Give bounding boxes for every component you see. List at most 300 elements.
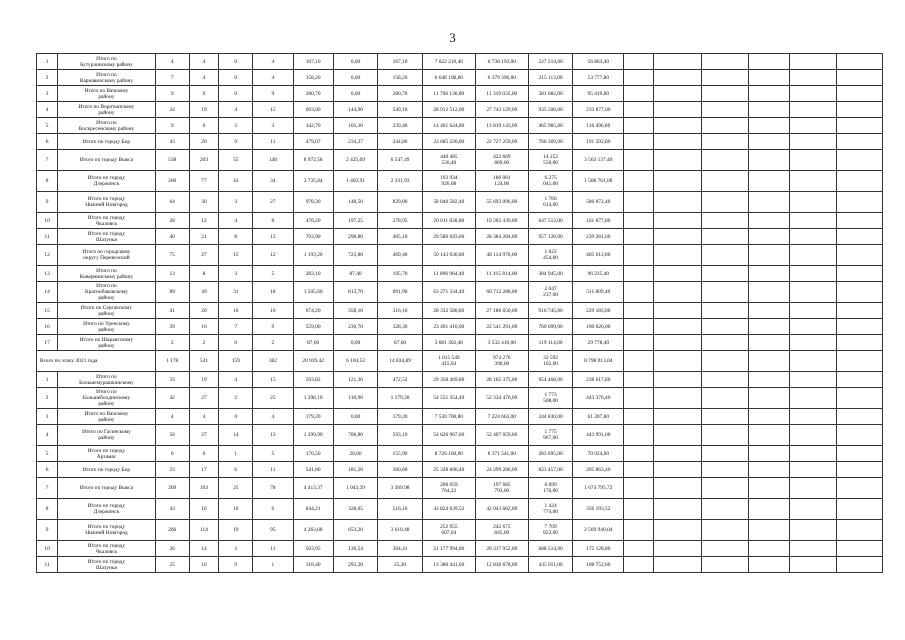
table-cell — [701, 150, 749, 171]
table-cell: 25,20 — [378, 557, 423, 573]
table-cell: 7 — [37, 150, 58, 171]
table-cell — [701, 54, 749, 70]
table-cell — [837, 118, 883, 134]
table-cell: 8 — [189, 266, 219, 282]
table-cell: 19 — [219, 520, 253, 541]
table-cell: 155,90 — [378, 446, 423, 462]
table-cell: 541,80 — [293, 462, 333, 478]
table-cell: 318,40 — [293, 557, 333, 573]
table-cell: 28 384 284,00 — [475, 229, 528, 245]
table-cell — [837, 245, 883, 266]
table-cell: 384 945,00 — [528, 266, 573, 282]
table-cell: 476,20 — [293, 213, 333, 229]
table-cell: 19 — [189, 102, 219, 118]
table-cell: 56 — [155, 425, 189, 446]
table-cell: 15 — [37, 303, 58, 319]
table-cell: 6 — [219, 462, 253, 478]
table-cell — [701, 409, 749, 425]
table-cell: 16 — [37, 319, 58, 335]
table-cell: 5 — [37, 118, 58, 134]
table-cell: 87,60 — [378, 335, 423, 351]
table-cell: 6 379 396,00 — [475, 70, 528, 86]
table-cell: 8 — [37, 171, 58, 192]
table-cell: 181,20 — [333, 462, 378, 478]
table-cell — [624, 70, 654, 86]
table-cell: 13 — [155, 266, 189, 282]
table-cell: 8 798 013,04 — [573, 351, 624, 372]
table-cell: 4 — [155, 409, 189, 425]
table-cell: Итого по городу Выкса — [58, 150, 156, 171]
table-cell: Итого по городу Дзержинск — [58, 171, 156, 192]
table-cell: 469,40 — [378, 245, 423, 266]
region-summary-table — [36, 53, 883, 573]
table-cell — [701, 266, 749, 282]
table-cell: 52 334 470,00 — [475, 388, 528, 409]
table-cell: 56 803,40 — [573, 54, 624, 70]
table-cell: 11 — [37, 229, 58, 245]
table-cell — [701, 70, 749, 86]
table-cell: 1 505,60 — [293, 282, 333, 303]
table-cell: 0 — [219, 335, 253, 351]
table-cell: Итого по городу Чкаловск — [58, 541, 156, 557]
table-cell: 4 — [189, 70, 219, 86]
table-cell: 1 043,39 — [333, 478, 378, 499]
table-cell: 2 331,93 — [378, 171, 423, 192]
table-cell: 242 675 845,00 — [475, 520, 528, 541]
table-cell — [653, 557, 701, 573]
table-cell: 10 — [189, 557, 219, 573]
table-cell — [837, 335, 883, 351]
table-cell: 11 — [253, 462, 293, 478]
table-cell: 48 114 970,00 — [475, 245, 528, 266]
table-cell: 43 — [155, 499, 189, 520]
table-cell: Всего по этапу 2021 года — [37, 351, 156, 372]
table-cell: 27 — [189, 245, 219, 266]
table-cell: 1 622 454,00 — [528, 245, 573, 266]
table-cell — [701, 171, 749, 192]
table-cell: 10 — [253, 303, 293, 319]
table-cell: 3 — [253, 118, 293, 134]
table-cell: 234,27 — [333, 134, 378, 150]
table-cell: 541 — [189, 351, 219, 372]
table-cell: 34 — [253, 171, 293, 192]
table-cell: 215 113,00 — [528, 70, 573, 86]
table-cell: Итого по городу Чкаловск — [58, 213, 156, 229]
table-cell: 19 202 439,00 — [475, 213, 528, 229]
table-cell — [701, 192, 749, 213]
table-cell: 1 403,91 — [333, 171, 378, 192]
table-cell: 1 773 508,00 — [528, 388, 573, 409]
table-cell — [701, 520, 749, 541]
table-cell — [837, 134, 883, 150]
table-cell: 0 — [219, 86, 253, 102]
table-cell — [701, 557, 749, 573]
table-cell — [701, 282, 749, 303]
table-cell — [749, 282, 789, 303]
table-cell: 8 — [37, 499, 58, 520]
table-cell — [624, 462, 654, 478]
table-cell: 25 — [155, 557, 189, 573]
table-cell: 5 — [253, 446, 293, 462]
table-cell — [749, 245, 789, 266]
table-cell: 1 015 549 415,04 — [422, 351, 475, 372]
table-cell: 465 985,00 — [528, 118, 573, 134]
table-cell — [653, 319, 701, 335]
table-cell — [789, 229, 837, 245]
table-cell: Итого по Гагинскому району — [58, 425, 156, 446]
table-cell: 2 — [155, 335, 189, 351]
table-cell — [789, 478, 837, 499]
table-row — [37, 86, 883, 102]
table-row — [37, 372, 883, 388]
table-cell — [701, 86, 749, 102]
table-cell: 77 — [189, 171, 219, 192]
table-cell: 974 270 390,00 — [475, 351, 528, 372]
table-cell — [837, 372, 883, 388]
table-cell: 0,00 — [333, 70, 378, 86]
table-cell: 1 — [253, 557, 293, 573]
table-cell — [653, 134, 701, 150]
table-cell — [701, 335, 749, 351]
table-cell: 144,90 — [333, 102, 378, 118]
table-cell: 6 — [37, 462, 58, 478]
table-cell: 10 — [37, 541, 58, 557]
table-cell: 2 569 940,04 — [573, 520, 624, 541]
table-cell: 472,52 — [378, 372, 423, 388]
table-cell: 103,30 — [333, 118, 378, 134]
page-number: 3 — [449, 30, 456, 45]
table-cell: 4 — [253, 54, 293, 70]
table-cell — [653, 409, 701, 425]
table-cell: 4 — [219, 372, 253, 388]
table-cell: 31 — [219, 282, 253, 303]
table-cell: Итого по Краснобаковскому району — [58, 282, 156, 303]
table-cell — [789, 213, 837, 229]
table-cell — [789, 462, 837, 478]
table-cell: 298,80 — [333, 229, 378, 245]
table-cell: 233 877,00 — [573, 102, 624, 118]
table-cell: 3 532 410,00 — [475, 335, 528, 351]
table-cell: 358,10 — [333, 303, 378, 319]
table-cell: 559,00 — [293, 319, 333, 335]
table-cell: 0 — [219, 70, 253, 86]
table-cell — [701, 388, 749, 409]
table-cell: 14 — [37, 282, 58, 303]
table-cell: 252 955 607,04 — [422, 520, 475, 541]
table-cell — [653, 425, 701, 446]
table-cell: 139,54 — [333, 541, 378, 557]
table-cell: 12 — [189, 213, 219, 229]
table-cell: 7 — [37, 478, 58, 499]
table-cell: 14 — [219, 425, 253, 446]
table-cell — [789, 499, 837, 520]
table-cell — [789, 70, 837, 86]
table-cell: 813,70 — [333, 282, 378, 303]
table-cell: 158,20 — [293, 70, 333, 86]
table-row — [37, 245, 883, 266]
table-cell — [749, 54, 789, 70]
table-cell — [789, 54, 837, 70]
table-cell: Итого по городу Бор — [58, 134, 156, 150]
table-cell: 7 022 210,40 — [422, 54, 475, 70]
table-cell: 28 165 375,00 — [475, 372, 528, 388]
table-cell — [749, 520, 789, 541]
table-cell — [653, 335, 701, 351]
table-cell: 443 376,40 — [573, 388, 624, 409]
table-cell: 3 369,98 — [378, 478, 423, 499]
table-cell: 10 — [37, 213, 58, 229]
table-cell — [837, 351, 883, 372]
table-cell: 0 — [219, 409, 253, 425]
table-cell — [789, 266, 837, 282]
table-cell: 25 — [253, 388, 293, 409]
table-cell — [837, 303, 883, 319]
table-cell: 159 — [219, 351, 253, 372]
table-cell: 11 319 035,00 — [475, 86, 528, 102]
table-cell: 24 299 286,00 — [475, 462, 528, 478]
table-cell — [789, 319, 837, 335]
table-cell — [749, 213, 789, 229]
table-cell: 978,30 — [293, 192, 333, 213]
table-cell — [653, 266, 701, 282]
table-cell — [624, 335, 654, 351]
table-cell: 13 380 441,60 — [422, 557, 475, 573]
table-cell: 3 — [219, 266, 253, 282]
table-cell: 8 726 160,00 — [422, 446, 475, 462]
table-cell — [837, 409, 883, 425]
table-cell — [837, 478, 883, 499]
table-cell: 280,70 — [378, 86, 423, 102]
table-cell: 61 207,80 — [573, 409, 624, 425]
table-cell: 28 332 580,80 — [422, 303, 475, 319]
table-cell: 14 252 550,00 — [528, 150, 573, 171]
table-row — [37, 520, 883, 541]
table-cell: 4 — [37, 102, 58, 118]
table-cell — [624, 213, 654, 229]
table-cell: 41 — [155, 303, 189, 319]
table-cell: 43 — [155, 134, 189, 150]
table-cell: 4 — [253, 409, 293, 425]
table-cell: 6 — [189, 446, 219, 462]
table-cell — [624, 446, 654, 462]
table-cell — [624, 520, 654, 541]
table-cell: 440 485 556,40 — [422, 150, 475, 171]
table-cell: Итого по Большеболдинскому району — [58, 388, 156, 409]
table-cell: 167,10 — [378, 54, 423, 70]
table-cell: 26 — [155, 541, 189, 557]
table-cell — [624, 557, 654, 573]
table-cell: 2 — [189, 335, 219, 351]
table-cell: 11 — [253, 541, 293, 557]
table-cell: 364,41 — [378, 541, 423, 557]
table-cell: 2 425,09 — [333, 150, 378, 171]
table-cell: Итого по городу Шахунья — [58, 557, 156, 573]
table-cell: 197,25 — [333, 213, 378, 229]
table-cell: Итого по Шарангскому району — [58, 335, 156, 351]
table-cell: 503,95 — [293, 541, 333, 557]
table-cell — [749, 335, 789, 351]
table-cell: 190 026,00 — [573, 319, 624, 335]
table-cell — [837, 192, 883, 213]
table-cell: 405 612,80 — [573, 245, 624, 266]
table-row — [37, 446, 883, 462]
table-cell — [749, 118, 789, 134]
table-cell — [653, 54, 701, 70]
table-cell: 0,00 — [333, 409, 378, 425]
table-cell — [749, 303, 789, 319]
table-cell: 688 514,00 — [528, 541, 573, 557]
table-cell: 25 — [219, 478, 253, 499]
table-cell: 205 863,40 — [573, 462, 624, 478]
table-cell — [749, 478, 789, 499]
table-cell: 1 568 761,08 — [573, 171, 624, 192]
table-cell: 167,10 — [293, 54, 333, 70]
table-cell — [749, 409, 789, 425]
table-row — [37, 319, 883, 335]
table-cell: 593,82 — [293, 372, 333, 388]
table-cell — [653, 213, 701, 229]
table-cell — [837, 229, 883, 245]
table-cell: 7 — [219, 319, 253, 335]
table-cell: 239 281,60 — [573, 229, 624, 245]
table-cell: 87,60 — [293, 335, 333, 351]
table-cell: 4 — [189, 54, 219, 70]
table-cell: 935 506,00 — [528, 102, 573, 118]
table-cell: 27 — [253, 192, 293, 213]
table-cell: 3 681 302,40 — [422, 335, 475, 351]
table-cell: 22 727 259,00 — [475, 134, 528, 150]
table-cell: 229 185,80 — [573, 303, 624, 319]
table-cell: 29 778,40 — [573, 335, 624, 351]
table-cell: 443 991,60 — [573, 425, 624, 446]
table-cell: 244,80 — [378, 134, 423, 150]
table-cell — [653, 520, 701, 541]
table-cell: Итого по городу Нижний Новгород — [58, 192, 156, 213]
table-row — [37, 303, 883, 319]
table-cell: 9 — [37, 192, 58, 213]
table-cell: 23 — [155, 462, 189, 478]
table-cell — [701, 303, 749, 319]
table-cell — [749, 150, 789, 171]
table-summary-row — [37, 351, 883, 372]
table-cell: 121,30 — [333, 372, 378, 388]
table-cell: 0 — [219, 54, 253, 70]
table-cell: 269 — [155, 478, 189, 499]
table-cell — [653, 229, 701, 245]
table-cell — [653, 478, 701, 499]
table-cell: 244 830,00 — [528, 409, 573, 425]
table-cell: 87,40 — [333, 266, 378, 282]
table-cell: Итого по Варнавинскому району — [58, 70, 156, 86]
table-cell: 3 — [219, 118, 253, 134]
table-cell: 6 275 041,00 — [528, 171, 573, 192]
table-cell: 14 834,89 — [378, 351, 423, 372]
table-cell: 12 — [253, 245, 293, 266]
table-cell: 195,70 — [378, 266, 423, 282]
table-cell — [624, 86, 654, 102]
table-cell — [624, 54, 654, 70]
table-cell — [653, 282, 701, 303]
table-cell: 78 — [253, 478, 293, 499]
table-cell — [789, 102, 837, 118]
table-cell — [789, 335, 837, 351]
table-cell: 4 — [189, 409, 219, 425]
table-cell: Итого по городу Выкса — [58, 478, 156, 499]
table-cell: 8 972,58 — [293, 150, 333, 171]
table-cell: 3 735,84 — [293, 171, 333, 192]
table-cell: 55 — [219, 150, 253, 171]
table-cell: 54 626 967,60 — [422, 425, 475, 446]
table-cell: 316,10 — [378, 303, 423, 319]
table-cell: 42 — [155, 388, 189, 409]
table-cell: 191 592,80 — [573, 134, 624, 150]
table-cell: 230,70 — [333, 319, 378, 335]
table-cell: 148,50 — [333, 192, 378, 213]
table-cell: 40 — [155, 229, 189, 245]
table-cell: 15 — [253, 102, 293, 118]
table-row — [37, 54, 883, 70]
table-cell: 1 — [37, 372, 58, 388]
table-cell: 9 — [155, 118, 189, 134]
table-cell: 1 — [37, 54, 58, 70]
table-cell — [653, 118, 701, 134]
table-cell — [624, 229, 654, 245]
table-cell — [653, 462, 701, 478]
table-cell: 9 — [219, 134, 253, 150]
table-cell: 179,20 — [293, 409, 333, 425]
table-cell — [789, 351, 837, 372]
table-cell — [653, 86, 701, 102]
table-cell: 29 580 693,60 — [422, 229, 475, 245]
table-cell — [789, 557, 837, 573]
table-cell: 75 — [155, 245, 189, 266]
table-cell: 3 610,48 — [378, 520, 423, 541]
table-cell: 10 — [219, 303, 253, 319]
table-cell: 7 224 663,00 — [475, 409, 528, 425]
table-cell: 148 — [253, 150, 293, 171]
table-cell: Итого по Уренскому району — [58, 319, 156, 335]
table-cell: 89 — [155, 282, 189, 303]
table-row — [37, 282, 883, 303]
table-cell — [701, 102, 749, 118]
table-cell: 10 — [219, 499, 253, 520]
table-cell — [837, 150, 883, 171]
table-cell: 6 738 193,00 — [475, 54, 528, 70]
table-cell: 13 — [253, 425, 293, 446]
table-cell: 95 419,80 — [573, 86, 624, 102]
table-cell — [624, 102, 654, 118]
table-cell — [789, 409, 837, 425]
table-cell: 3 — [219, 192, 253, 213]
table-cell: 0,00 — [333, 335, 378, 351]
table-row — [37, 499, 883, 520]
table-row — [37, 102, 883, 118]
table-cell: 283 695,00 — [528, 446, 573, 462]
table-cell: 7 — [155, 70, 189, 86]
table-cell — [837, 266, 883, 282]
table-cell: 53 777,80 — [573, 70, 624, 86]
table-cell — [837, 54, 883, 70]
table-cell — [701, 351, 749, 372]
table-cell — [749, 499, 789, 520]
table-cell: 6 — [37, 134, 58, 150]
table-cell: 6 648 198,80 — [422, 70, 475, 86]
table-cell: 6 699 176,00 — [528, 478, 573, 499]
table-cell: Итого по городу Арзамас — [58, 446, 156, 462]
table-cell — [837, 282, 883, 303]
table-cell — [701, 229, 749, 245]
table-cell: 691,90 — [378, 282, 423, 303]
